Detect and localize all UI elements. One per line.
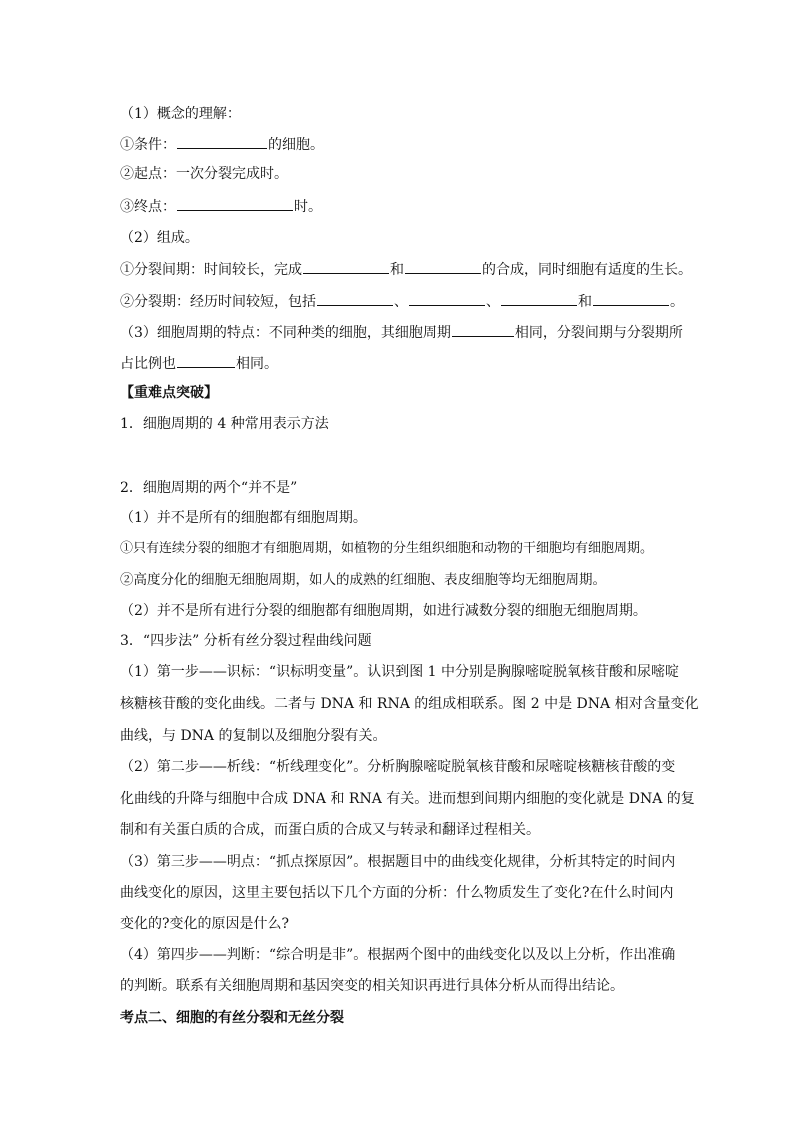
end-point-blank <box>177 196 293 211</box>
item2-sub1: （1）并不是所有的细胞都有细胞周期。 <box>120 510 367 526</box>
condition-blank <box>177 134 267 149</box>
item2-sub1-a: ①只有连续分裂的细胞才有细胞周期，如植物的分生组织细胞和动物的干细胞均有细胞周期。 <box>120 541 654 556</box>
end-point-line: ③终点： 时。 <box>120 196 680 217</box>
next-section-heading: 考点二、细胞的有丝分裂和无丝分裂 <box>120 1010 344 1026</box>
mitotic-blank-3 <box>501 291 577 306</box>
feature-blank-1 <box>452 322 514 337</box>
step2-line-3: 制和有关蛋白质的合成，而蛋白质的合成又与转录和翻译过程相关。 <box>120 822 540 838</box>
feature-blank-2 <box>177 353 235 368</box>
mitotic-blank-4 <box>593 291 669 306</box>
composition-heading: （2）组成。 <box>120 230 199 246</box>
interphase-blank-2 <box>405 259 481 274</box>
mitotic-phase-line: ②分裂期：经历时间较短，包括 、 、 和 。 <box>120 291 680 312</box>
step3-line-1: （3）第三步——明点：“抓点探原因”。根据题目中的曲线变化规律，分析其特定的时间内 <box>120 854 676 870</box>
item3-line: 3．“四步法” 分析有丝分裂过程曲线问题 <box>120 633 372 649</box>
item2-sub2: （2）并不是所有进行分裂的细胞都有细胞周期，如进行减数分裂的细胞无细胞周期。 <box>120 603 647 619</box>
condition-line: ①条件： 的细胞。 <box>120 134 680 155</box>
interphase-line: ①分裂间期：时间较长，完成 和 的合成，同时细胞有适度的生长。 <box>120 259 680 280</box>
breakthrough-heading: 【重难点突破】 <box>120 385 218 401</box>
step3-line-2: 曲线变化的原因，这里主要包括以下几个方面的分析：什么物质发生了变化?在什么时间内 <box>120 885 674 901</box>
step1-line-2: 核糖核苷酸的变化曲线。二者与 DNA 和 RNA 的组成相联系。图 2 中是 DNA 相对含量变化 <box>120 696 699 712</box>
step1-line-1: （1）第一步——识标：“识标明变量”。认识到图 1 中分别是胸腺嘧啶脱氧核苷酸和尿嘧啶 <box>120 664 680 680</box>
step3-line-3: 变化的?变化的原因是什么? <box>120 916 290 932</box>
start-point-line: ②起点：一次分裂完成时。 <box>120 166 288 182</box>
concept-heading: （1）概念的理解： <box>120 106 241 122</box>
step2-line-2: 化曲线的升降与细胞中合成 DNA 和 RNA 有关。进而想到间期内细胞的变化就是 DNA 的复 <box>120 791 695 807</box>
mitotic-blank-1 <box>317 291 393 306</box>
step4-line-2: 的判断。联系有关细胞周期和基因突变的相关知识再进行具体分析从而得出结论。 <box>120 978 624 994</box>
mitotic-blank-2 <box>409 291 485 306</box>
step2-line-1: （2）第二步——析线：“析线理变化”。分析胸腺嘧啶脱氧核苷酸和尿嘧啶核糖核苷酸的变 <box>120 759 676 775</box>
feature-line-1: （3）细胞周期的特点：不同种类的细胞，其细胞周期 相同，分裂间期与分裂期所 <box>120 322 680 343</box>
step4-line-1: （4）第四步——判断：“综合明是非”。根据两个图中的曲线变化以及以上分析，作出准确 <box>120 947 676 963</box>
feature-line-2: 占比例也 相同。 <box>120 353 680 374</box>
step1-line-3: 曲线，与 DNA 的复制以及细胞分裂有关。 <box>120 728 387 744</box>
item1-line: 1．细胞周期的 4 种常用表示方法 <box>120 416 329 432</box>
item2-sub1-b: ②高度分化的细胞无细胞周期，如人的成熟的红细胞、表皮细胞等均无细胞周期。 <box>120 572 606 588</box>
interphase-blank-1 <box>303 259 389 274</box>
item2-line: 2．细胞周期的两个“并不是” <box>120 480 298 496</box>
